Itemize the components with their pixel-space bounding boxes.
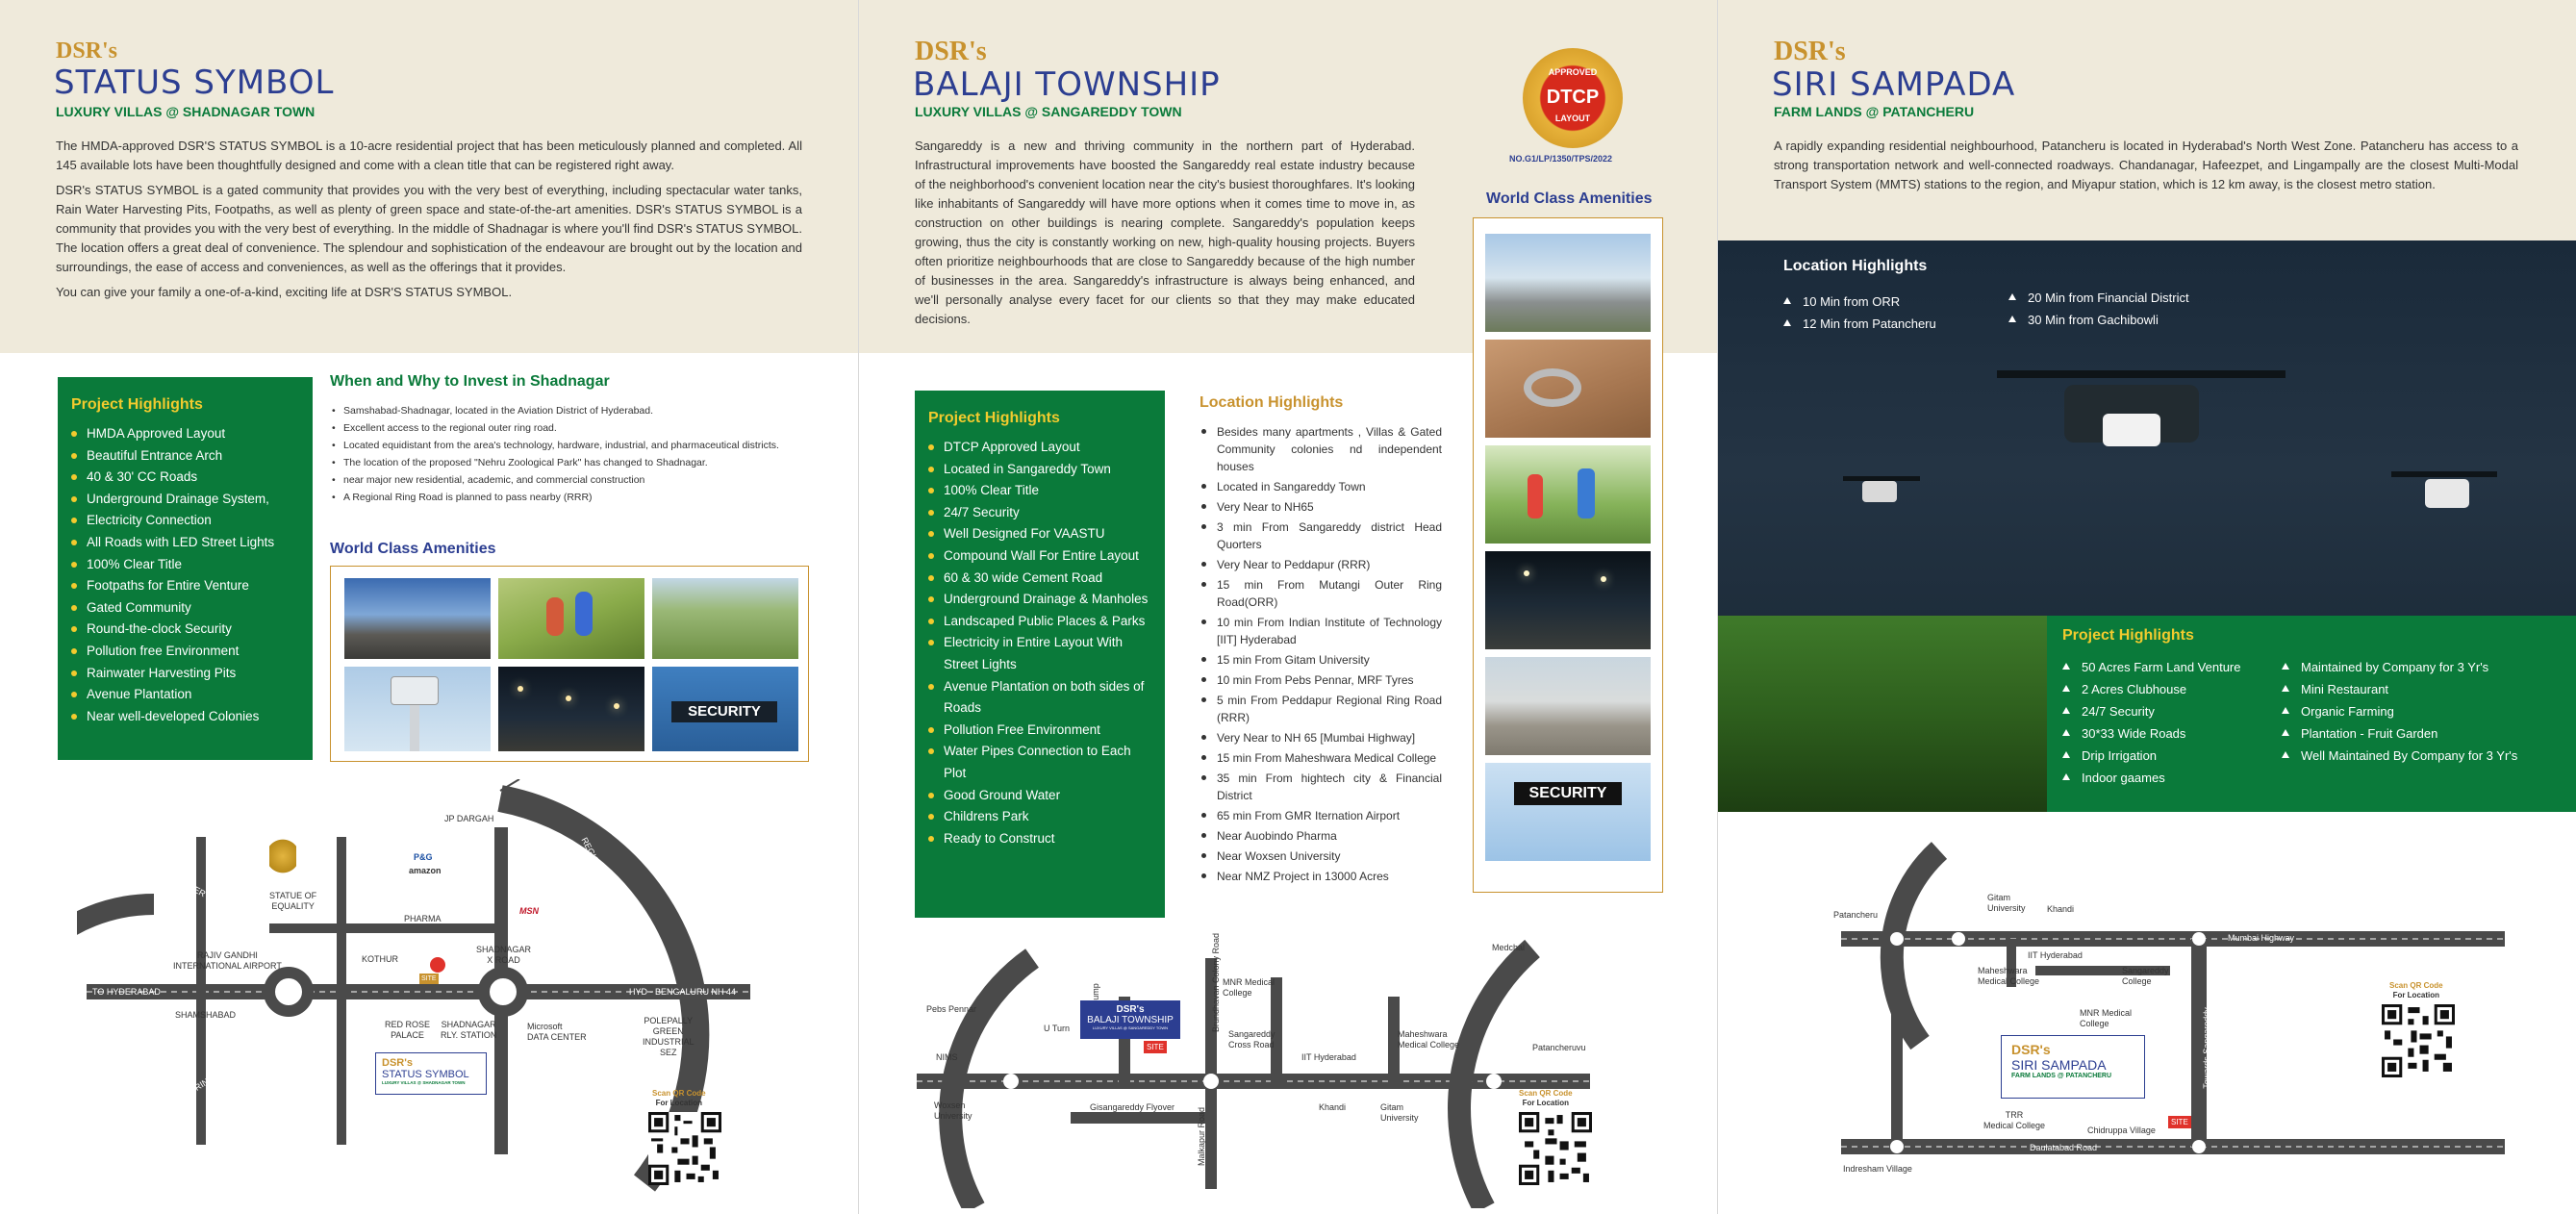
map-label-microsoft: Microsoft DATA CENTER <box>527 1022 587 1042</box>
location-highlight-item: 10 min From Indian Institute of Technology [IIT] Hyderabad <box>1200 614 1442 648</box>
drone-body-left <box>1862 481 1897 502</box>
qr-code[interactable] <box>1519 1112 1592 1185</box>
map-label-trr: TRR Medical College <box>1983 1110 2046 1130</box>
highlight-item: 24/7 Security <box>2058 700 2240 722</box>
map-label-to-hyderabad: TO HYDERABAD <box>92 987 161 997</box>
highlight-item: 100% Clear Title <box>71 554 299 576</box>
amenities-gallery <box>330 566 809 762</box>
cement-road-image <box>1485 657 1651 755</box>
street-lights-image <box>1485 551 1651 649</box>
map-label-indresham: Indresham Village <box>1843 1164 1912 1174</box>
why-invest-item: • Samshabad-Shadnagar, located in the Aviation District of Hyderabad. <box>330 402 811 419</box>
kids-playing-image <box>498 578 644 659</box>
map-label-msn: MSN <box>519 906 539 916</box>
scan-qr-line2: For Location <box>655 1099 703 1107</box>
highlight-item: Footpaths for Entire Venture <box>71 575 299 597</box>
location-highlight-item: 15 min From Gitam University <box>1200 651 1442 669</box>
project-title: STATUS SYMBOL <box>54 63 335 102</box>
brand-dsr: DSR's <box>1774 37 1846 66</box>
site-box-dsr: DSR's <box>382 1057 413 1069</box>
project-title: SIRI SAMPADA <box>1772 65 2016 104</box>
security-image <box>1485 763 1651 861</box>
highlight-item: DTCP Approved Layout <box>928 437 1151 459</box>
map-label-woxsen: Woxsen University <box>934 1100 972 1121</box>
map-label-mnr: MNR Medical College <box>2080 1008 2133 1028</box>
qr-code[interactable] <box>2382 1004 2455 1077</box>
water-tank-image <box>344 667 491 751</box>
location-highlight-item: Near NMZ Project in 13000 Acres <box>1200 868 1442 885</box>
highlight-item: HMDA Approved Layout <box>71 423 299 445</box>
map-label-rrr-top: REGIONAL RING ROAD <box>579 835 634 925</box>
site-box-subtitle: LUXURY VILLAS @ SHADNAGAR TOWN <box>382 1080 466 1085</box>
map-label-pg: P&G <box>414 852 433 862</box>
highlight-item: 100% Clear Title <box>928 480 1151 502</box>
map-label-gitam: Gitam University <box>1987 893 2026 913</box>
highlight-item: Located in Sangareddy Town <box>928 459 1151 481</box>
highlight-item: Avenue Plantation <box>71 684 299 706</box>
location-highlight-item: 3 min From Sangareddy district Head Quorters <box>1200 518 1442 553</box>
security-label: SECURITY <box>1514 782 1622 805</box>
location-highlights-right <box>2005 287 2189 331</box>
drone-body-far <box>2425 479 2469 508</box>
map-label-iit: IIT Hyderabad <box>1301 1052 1356 1062</box>
highlight-item: All Roads with LED Street Lights <box>71 532 299 554</box>
highlights-heading: Project Highlights <box>928 410 1060 426</box>
highlight-item: Gated Community <box>71 597 299 620</box>
intro-paragraph: DSR's STATUS SYMBOL is a gated community that provides you with the very best of everything, including spectacular water tanks, Rain Water Harvesting Pits, Footpaths, as well as plenty of green space and state-of-the-art amenities. DSR's STATUS SYMBOL is a community that provides you with the very best of everything. In the middle of Shadnagar is where you'll find DSR's STATUS SYMBOL. The location offers a great deal of convenience. The splendour and sophistication of the endeavour are brought out by the location and surroundings, the ease of access and conveniences, as well as the offerings that it provides. <box>56 183 802 274</box>
map-label-shadnagar-x-road: SHADNAGAR X ROAD <box>476 945 532 965</box>
highlight-item: Near well-developed Colonies <box>71 706 299 728</box>
project-title: BALAJI TOWNSHIP <box>913 65 1221 104</box>
intro-paragraph: Sangareddy is a new and thriving community in the northern part of Hyderabad. Infrastructural improvements have boosted the Sangareddy real estate industry because of the neighborhood's convenient location near the city's busiest thoroughfares. It's looking like inhabitants of Sangareddy will have more options when it comes time to move in, as construction on other buildings is nearing complete. Sangareddy's population keeps growing, thus the city is constantly working on new, high-quality housing projects. Buyers often prioritize neighbourhoods that are close to Sangareddy because of the high number of businesses in the area. Sangareddy's infrastructure is always being enhanced, and we'll personally analyse every facet for our clients so that they may make educated decisions. <box>915 139 1415 326</box>
drone-arm-far <box>2391 471 2497 477</box>
map-label-kothur: KOTHUR <box>362 954 398 964</box>
map-label-hyd-blr: HYD - BENGALURU NH 44 <box>629 987 737 997</box>
map-label-sangareddy-x: Sangareddy Cross Road <box>1228 1029 1275 1050</box>
site-box-title: SIRI SAMPADA <box>2011 1057 2107 1073</box>
highlight-item: Organic Farming <box>2278 700 2517 722</box>
highlights-heading: Project Highlights <box>2062 627 2194 644</box>
map-label-orr: ORR <box>1493 1020 1509 1042</box>
highlights-right <box>2278 656 2517 767</box>
header-background <box>1718 0 2576 240</box>
dtcp-seal <box>1523 48 1623 148</box>
intro-text <box>56 137 802 308</box>
amenities-heading: World Class Amenities <box>1486 190 1653 207</box>
location-highlight-item: 35 min From hightech city & Financial District <box>1200 770 1442 804</box>
highlight-item: Electricity Connection <box>71 510 299 532</box>
why-invest-item: • near major new residential, academic, and commercial construction <box>330 471 811 489</box>
map-label-orr: ORR <box>1956 883 1972 905</box>
security-label: SECURITY <box>671 701 777 722</box>
map-label-orr-top: OUTER RING ROAD <box>175 875 253 923</box>
highlight-item: 30*33 Wide Roads <box>2058 722 2240 745</box>
scan-qr-line1: Scan QR Code <box>2389 981 2443 990</box>
map-label-orr-bottom: OUTER RING ROAD <box>164 1058 240 1110</box>
statue-icon <box>269 837 296 875</box>
map-label-patancheru: Patancheru <box>1833 910 1879 920</box>
highlight-item: Ready to Construct <box>928 828 1151 850</box>
location-highlights-heading: Location Highlights <box>1200 394 1344 411</box>
highlight-item: 40 & 30' CC Roads <box>71 467 299 489</box>
site-box <box>1080 1000 1180 1039</box>
map-label-brundhavan: Brundhavan Colony Road <box>1211 932 1222 1033</box>
scan-qr-line2: For Location <box>2392 991 2440 999</box>
drone-arm <box>1997 370 2286 378</box>
location-highlight-item: Very Near to NH65 <box>1200 498 1442 516</box>
why-invest-item: • A Regional Ring Road is planned to pass nearby (RRR) <box>330 489 811 506</box>
highlight-item: Drip Irrigation <box>2058 745 2240 767</box>
highlight-item: Landscaped Public Places & Parks <box>928 611 1151 633</box>
site-marker: SITE <box>2168 1116 2191 1128</box>
location-highlights-list <box>1200 423 1442 888</box>
scan-qr-caption <box>1519 1089 1573 1108</box>
site-marker: SITE <box>1144 1041 1167 1053</box>
qr-code[interactable] <box>648 1112 721 1185</box>
dtcp-number: NO.G1/LP/1350/TPS/2022 <box>1509 154 1613 164</box>
site-box-title: BALAJI TOWNSHIP <box>1087 1015 1174 1025</box>
map-label-khandi: Khandi <box>2047 904 2075 914</box>
highlight-item: Good Ground Water <box>928 785 1151 807</box>
location-highlight-item: Located in Sangareddy Town <box>1200 478 1442 495</box>
location-highlight-item: 30 Min from Gachibowli <box>2005 309 2189 331</box>
map-label-shamshabad: SHAMSHABAD <box>175 1010 237 1020</box>
location-highlight-item: 15 min From Mutangi Outer Ring Road(ORR) <box>1200 576 1442 611</box>
highlight-item: Underground Drainage System, <box>71 489 299 511</box>
highlights-list <box>71 423 299 727</box>
map-label-polepally: POLEPALLY GREEN INDUSTRIAL SEZ <box>643 1016 695 1057</box>
location-highlight-item: 20 Min from Financial District <box>2005 287 2189 309</box>
project-highlights-box <box>915 391 1165 918</box>
map-label-red-rose: RED ROSE PALACE <box>385 1020 431 1040</box>
map-label-iit: IIT Hyderabad <box>2028 950 2083 960</box>
highlights-left <box>2058 656 2240 789</box>
map-label-flyover: Gisangareddy Flyover <box>1090 1102 1175 1112</box>
map-label-nims: NIMS <box>936 1052 958 1062</box>
location-map <box>917 932 1667 1208</box>
street-lights-image <box>498 667 644 751</box>
entrance-arch-image <box>1485 234 1651 332</box>
project-highlights-box <box>58 377 313 760</box>
panel-status-symbol <box>0 0 859 1214</box>
highlight-item: Indoor gaames <box>2058 767 2240 789</box>
map-label-patancheruvu: Patancheruvu <box>1532 1043 1586 1052</box>
location-highlight-item: 12 Min from Patancheru <box>1780 313 1936 335</box>
location-highlight-item: Near Woxsen University <box>1200 847 1442 865</box>
site-box-subtitle: LUXURY VILLAS @ SANGAREDDY TOWN <box>1092 1025 1169 1030</box>
map-label-mnr: MNR Medical College <box>1223 977 1275 998</box>
location-highlight-item: Very Near to Peddapur (RRR) <box>1200 556 1442 573</box>
location-map <box>1833 831 2526 1187</box>
why-invest-item: • Excellent access to the regional outer ring road. <box>330 419 811 437</box>
map-label-malkapur: Malkapur Road <box>1197 1106 1207 1167</box>
location-map <box>77 779 770 1202</box>
site-box-subtitle: FARM LANDS @ PATANCHERU <box>2011 1073 2112 1079</box>
clubhouse-image <box>344 578 491 659</box>
amenities-gallery <box>1473 217 1663 893</box>
intro-paragraph: The HMDA-approved DSR'S STATUS SYMBOL is a 10-acre residential project that has been meticulously planned and completed. All 145 available lots have been thoughtfully designed and come with a clean title that can be registered right away. <box>56 139 802 172</box>
panel-balaji-township <box>859 0 1718 1214</box>
highlight-item: Rainwater Harvesting Pits <box>71 663 299 685</box>
why-invest-list <box>330 402 811 506</box>
scan-qr-line2: For Location <box>1522 1099 1570 1107</box>
project-subtitle: LUXURY VILLAS @ SHADNAGAR TOWN <box>56 104 316 119</box>
map-label-rrr: RRR <box>1022 1020 1038 1042</box>
highlight-item: Childrens Park <box>928 806 1151 828</box>
location-highlight-item: 15 min From Maheshwara Medical College <box>1200 749 1442 767</box>
map-label-jp-dargah: JP DARGAH <box>444 814 494 823</box>
site-box <box>2001 1035 2145 1099</box>
site-box-title: STATUS SYMBOL <box>382 1069 469 1080</box>
map-label-railway-station: SHADNAGAR RLY. STATION <box>441 1020 497 1040</box>
location-highlight-item: Besides many apartments , Villas & Gated Community colonies nd independent houses <box>1200 423 1442 475</box>
location-highlight-item: 10 min From Pebs Pennar, MRF Tyres <box>1200 671 1442 689</box>
highlight-item: Well Designed For VAASTU <box>928 523 1151 545</box>
map-label-rrr-bottom: REGIONAL RING ROAD <box>566 1058 626 1146</box>
drone-body <box>2064 385 2199 443</box>
highlight-item: Electricity in Entire Layout With Street Lights <box>928 632 1151 675</box>
dtcp-seal-bottom: LAYOUT <box>1554 114 1591 123</box>
map-label-mumbai-highway: Mumbai Highway <box>2228 933 2295 943</box>
highlight-item: Water Pipes Connection to Each Plot <box>928 741 1151 784</box>
location-highlight-item: Very Near to NH 65 [Mumbai Highway] <box>1200 729 1442 746</box>
scan-qr-caption <box>2389 981 2443 1000</box>
highlight-item: Maintained by Company for 3 Yr's <box>2278 656 2517 678</box>
brand-dsr: DSR's <box>56 38 118 63</box>
location-highlights-heading: Location Highlights <box>1783 258 1928 274</box>
highlight-item: Avenue Plantation on both sides of Roads <box>928 676 1151 720</box>
highlight-item: 2 Acres Clubhouse <box>2058 678 2240 700</box>
scan-qr-line1: Scan QR Code <box>1519 1089 1573 1098</box>
site-box-dsr: DSR's <box>1116 1004 1145 1015</box>
location-highlight-item: 5 min From Peddapur Regional Ring Road (RRR) <box>1200 692 1442 726</box>
map-label-pebs: Pebs Pennar <box>926 1004 977 1014</box>
map-label-airport: RAJIV GANDHI INTERNATIONAL AIRPORT <box>173 950 282 971</box>
map-label-khandi: Khandi <box>1319 1102 1347 1112</box>
highlights-list <box>928 437 1151 849</box>
map-label-maheshwara: Maheshwara Medical College <box>1398 1029 1460 1050</box>
map-label-u-turn: U Turn <box>1044 1024 1071 1033</box>
highlight-item: Compound Wall For Entire Layout <box>928 545 1151 568</box>
highlight-item: Pollution free Environment <box>71 641 299 663</box>
project-highlights-box <box>2047 616 2576 812</box>
security-image <box>652 667 798 751</box>
site-box <box>375 1052 487 1095</box>
map-label-daulatabad: Daulatabad Road <box>2030 1143 2098 1152</box>
map-label-towards-sangareddy: Towards Sangareddy <box>2201 1007 2211 1089</box>
location-highlight-item: Near Auobindo Pharma <box>1200 827 1442 845</box>
highlight-item: Plantation - Fruit Garden <box>2278 722 2517 745</box>
intro-paragraph: You can give your family a one-of-a-kind, exciting life at DSR'S STATUS SYMBOL. <box>56 285 513 299</box>
drainage-image <box>1485 340 1651 438</box>
location-highlight-item: 10 Min from ORR <box>1780 291 1936 313</box>
map-label-amazon: amazon <box>409 866 442 875</box>
site-marker: SITE <box>421 975 437 982</box>
highlight-item: Well Maintained By Company for 3 Yr's <box>2278 745 2517 767</box>
map-label-statue: STATUE OF EQUALITY <box>269 891 317 911</box>
highlight-item: Mini Restaurant <box>2278 678 2517 700</box>
dtcp-seal-top: APPROVED <box>1548 67 1598 77</box>
amenities-heading: World Class Amenities <box>330 541 496 557</box>
map-label-medchal: Medchal <box>1492 943 1526 952</box>
panel-siri-sampada <box>1718 0 2576 1214</box>
garden-image <box>652 578 798 659</box>
scan-qr-line1: Scan QR Code <box>652 1089 706 1098</box>
intro-paragraph: A rapidly expanding residential neighbourhood, Patancheru is located in Hyderabad's North West Zone. Patancheru has access to a strong transportation network and well-connected roadways. Chandanagar, Hafeezpet, and Lingampally are the closest Multi-Modal Transport System (MMTS) stations to the region, and Miyapur station, which is 12 km away, is the closest metro station. <box>1774 139 2518 191</box>
highlight-item: Round-the-clock Security <box>71 619 299 641</box>
why-invest-item: • Located equidistant from the area's technology, hardware, industrial, and pharmaceutical districts. <box>330 437 811 454</box>
map-label-sangareddy-college: Sangareddy College <box>2122 966 2169 986</box>
site-box-dsr: DSR's <box>2011 1042 2051 1057</box>
park-image <box>1485 445 1651 544</box>
highlight-item: Pollution Free Environment <box>928 720 1151 742</box>
project-subtitle: FARM LANDS @ PATANCHERU <box>1774 104 1975 119</box>
scan-qr-caption <box>652 1089 706 1108</box>
why-invest-heading: When and Why to Invest in Shadnagar <box>330 373 610 390</box>
highlight-item: Underground Drainage & Manholes <box>928 589 1151 611</box>
dtcp-seal-mid: DTCP <box>1546 87 1600 108</box>
why-invest-item: • The location of the proposed "Nehru Zoological Park" has changed to Shadnagar. <box>330 454 811 471</box>
project-subtitle: LUXURY VILLAS @ SANGAREDDY TOWN <box>915 104 1182 119</box>
highlights-heading: Project Highlights <box>71 396 203 413</box>
map-label-maheshwara: Maheshwara Medical College <box>1978 966 2040 986</box>
location-highlights-left <box>1780 291 1936 335</box>
map-label-pharma: PHARMA <box>404 914 442 923</box>
highlight-item: 24/7 Security <box>928 502 1151 524</box>
location-highlight-item: 65 min From GMR Iternation Airport <box>1200 807 1442 824</box>
map-label-gitam: Gitam University <box>1380 1102 1419 1123</box>
highlight-item: Beautiful Entrance Arch <box>71 445 299 468</box>
highlight-item: 50 Acres Farm Land Venture <box>2058 656 2240 678</box>
brand-dsr: DSR's <box>915 37 987 66</box>
map-label-chidruppa: Chidruppa Village <box>2087 1125 2156 1135</box>
highlight-item: 60 & 30 wide Cement Road <box>928 568 1151 590</box>
